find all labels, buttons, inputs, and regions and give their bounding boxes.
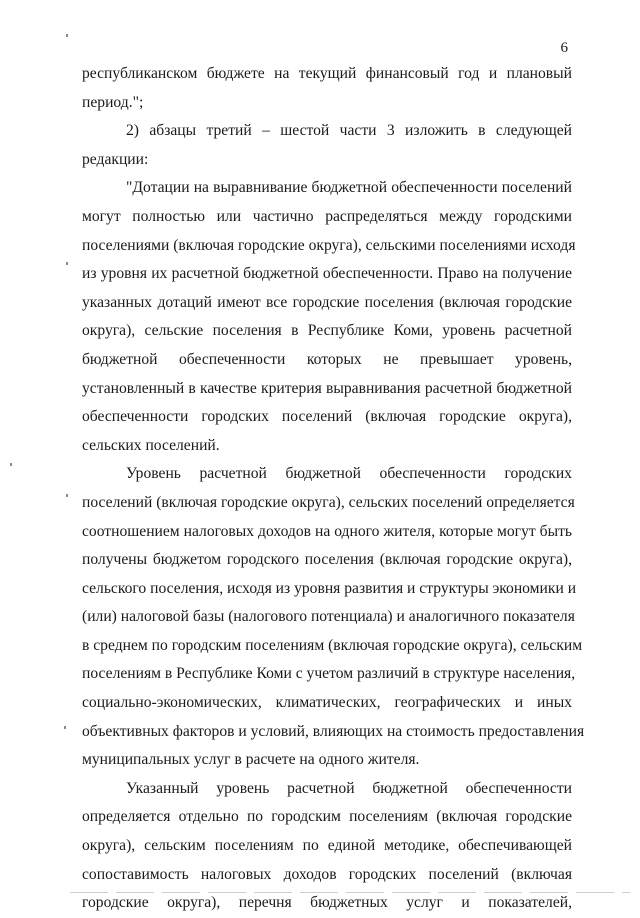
text-line: Указанный уровень расчетной бюджетной обеспеченности <box>126 779 572 797</box>
text-line: редакции: <box>82 150 149 168</box>
scan-speck <box>66 34 68 37</box>
scan-speck <box>10 463 12 466</box>
page-bottom-rule <box>70 892 630 893</box>
text-line: из уровня их расчетной бюджетной обеспеченности. Право на получение <box>82 265 572 283</box>
text-line: период."; <box>82 93 144 111</box>
text-line: объективных факторов и условий, влияющих на стоимость предоставления <box>82 722 585 740</box>
text-line: поселениями (включая городские округа), сельскими поселениями исходя <box>82 236 576 254</box>
text-line: республиканском бюджете на текущий финансовый год и плановый <box>82 65 572 82</box>
text-line: поселениям в Республике Коми с учетом различий в структуре населения, <box>82 665 576 683</box>
text-line: "Дотации на выравнивание бюджетной обеспеченности поселений <box>126 179 572 197</box>
text-line: получены бюджетом городского поселения (включая городские округа), <box>82 551 572 569</box>
text-line: Уровень расчетной бюджетной обеспеченности городских <box>126 465 572 483</box>
text-line: муниципальных услуг в расчете на одного жителя. <box>82 751 420 769</box>
text-line: (или) налоговой базы (налогового потенциала) и аналогичного показателя <box>82 608 575 626</box>
text-line: соотношением налоговых доходов на одного жителя, которые могут быть <box>82 522 572 540</box>
text-line: могут полностью или частично распределяться между городскими <box>82 207 572 225</box>
text-line: определяется отдельно по городским поселениям (включая городские <box>82 808 572 826</box>
text-line: сельских поселений. <box>82 436 220 454</box>
text-line: установленный в качестве критерия выравнивания расчетной бюджетной <box>82 379 572 397</box>
scan-speck <box>66 494 68 497</box>
text-line: обеспеченности городских поселений (включая городские округа), <box>82 408 572 426</box>
text-line: городские округа), перечня бюджетных услуг и показателей, <box>82 894 572 912</box>
text-line: округа), сельским поселениям по единой методике, обеспечивающей <box>82 837 572 855</box>
text-line: сопоставимость налоговых доходов городских поселений (включая <box>82 865 572 883</box>
text-line: в среднем по городским поселениям (включая городские округа), сельским <box>82 636 583 654</box>
text-line: округа), сельские поселения в Республике Коми, уровень расчетной <box>82 322 572 340</box>
scan-speck <box>66 262 68 265</box>
text-line: указанных дотаций имеют все городские поселения (включая городские <box>82 293 572 311</box>
document-body <box>82 60 585 918</box>
scan-speck <box>64 726 66 729</box>
text-line: бюджетной обеспеченности которых не превышает уровень, <box>82 350 572 368</box>
text-line: поселений (включая городские округа), сельских поселений определяется <box>82 493 575 511</box>
text-line: социально-экономических, климатических, географических и иных <box>82 694 572 712</box>
page-number: 6 <box>560 40 568 56</box>
text-line: сельского поселения, исходя из уровня развития и структуры экономики и <box>82 579 577 597</box>
text-line: 2) абзацы третий – шестой части 3 изложить в следующей <box>126 122 572 140</box>
